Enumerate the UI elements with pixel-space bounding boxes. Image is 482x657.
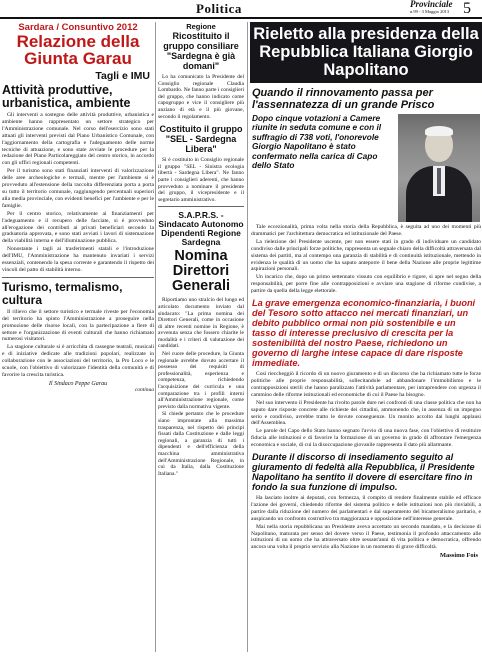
continued-label: continua: [134, 386, 154, 393]
sapas-body: [158, 297, 244, 477]
article-napolitano: [250, 22, 482, 652]
article-kicker: Regione: [186, 22, 216, 31]
turismo-headline: Turismo, termalismo, cultura: [2, 279, 123, 307]
article-title-2: Costituito il gruppo "SEL - Sardegna Libera": [159, 124, 243, 155]
article-garau: [2, 22, 154, 652]
article-body-2: [250, 371, 482, 449]
section-title: Politica: [196, 1, 242, 16]
column-divider: [247, 22, 248, 652]
paragraph: Riportiamo uno stralcio del lungo ed articolato documento inviato dal sindacato: "La prima nomina dei Direttori Generali, come in occasione di altre recenti nomine in Regione, è avvenuta senza che fossero chiarite le modalità e i criteri di valutazione dei candidati.: [158, 297, 244, 350]
paragraph: Si è costituito in Consiglio regionale il gruppo "SEL - Sinistra ecologia libertà - Sardegna Libera". Ne fanno parte i consiglieri aderenti, che hanno provveduto a nominare il presidente del gruppo, il vicepresidente e il segretario amministrativo.: [158, 157, 244, 203]
article-body: [250, 224, 482, 295]
newspaper-brand: Provinciale: [410, 0, 453, 9]
paragraph: Così rieccheggiò il ricordo di un nuovo giuramento e di un discorso che ha richiamato tutte le forze politiche alle proprie responsabilità, sollecitandole ad abbandonare l'immobilismo e le contrapposizioni sterili che hanno paralizzato l'attività parlamentare, per intraprendere con urgenza il cammino delle riforme istituzionali ed economiche di cui il Paese ha bisogno.: [251, 371, 481, 398]
article-title: Ricostituito il gruppo consiliare "Sardegna è già domani": [163, 31, 239, 71]
lead-block: [250, 114, 482, 224]
article-title: Relazione della Giunta Garau: [16, 32, 140, 68]
column-divider: [155, 22, 156, 652]
paragraph: Per il centro storico, relativamente ai finanziamenti per l'adeguamento e il recupero delle facciate, si è provveduto all'erogazione dei contributi ai privati beneficiari secondo la graduatoria approvata, e sono stati avviati i lavori di sistemazione della viabilità interna e dell'illuminazione pubblica.: [2, 210, 154, 245]
paragraph: La stagione culturale si è arricchita di rassegne teatrali, musicali e di iniziative dedicate alle tradizioni popolari, realizzate in collaborazione con le associazioni del territorio, la Pro Loco e le scuole, con l'obiettivo di valorizzare l'identità della comunità e di favorire la crescita turistica.: [2, 344, 154, 378]
turismo-body: [2, 309, 154, 379]
divider: [2, 277, 154, 278]
article-regione: [158, 22, 244, 652]
paragraph: La rielezione del Presidente uscente, per non essere stati in grado di individuare un candidato condiviso dalle principali forze politiche, rappresenta un segnale chiaro della difficoltà attraversata dal sistema dei partiti, ma al contempo una garanzia di stabilità e di continuità istituzionale, mettendo in evidenza le qualità di un uomo che ha saputo anteporre il bene della Nazione alle proprie legittime aspirazioni personali.: [251, 238, 481, 273]
lead-text: Dopo cinque votazioni a Camere riunite in seduta comune e con il suffragio di 738 voti, l'onorevole Giorgio Napolitano è stato confermato nella carica di Capo dello Stato: [252, 113, 382, 171]
section-headline: Attività produttive, urbanistica, ambiente: [2, 83, 131, 110]
banner-headline: Rieletto alla presidenza della Repubblica Italiana Giorgio Napolitano: [250, 22, 482, 83]
header-rule: [0, 17, 482, 19]
page-number: 5: [463, 0, 471, 17]
signature: Il Sindaco Peppe Garau: [48, 380, 108, 387]
president-photo: [398, 114, 480, 222]
paragraph: Nel suo intervento il Presidente ha rivolto parole dure nei confronti di una classe politica che non ha saputo dare risposte concrete alle richieste dei cittadini, ammonendo che, in assenza di un impegno serio e condiviso, avrebbe tratto le dovute conseguenze. Un monito accolto dai lunghi applausi dell'Assemblea.: [251, 399, 481, 427]
divider: [158, 206, 244, 207]
paragraph: Per il turismo sono stati finanziati interventi di valorizzazione delle aree archeologiche e termali, mentre per l'ambiente si è provveduto all'estensione della raccolta differenziata porta a porta su tutto il territorio comunale, raggiungendo percentuali superiori alla media provinciale, con evidenti benefici per l'ambiente e per le famiglie.: [2, 168, 154, 209]
sapas-kicker: S.A.P.R.S. - Sindacato Autonomo Dipendenti Regione Sardegna: [158, 210, 244, 248]
paragraph: Le parole del Capo dello Stato hanno segnato l'avvio di una nuova fase, con l'obiettivo di restituire fiducia alle istituzioni e di favorire la formazione di un governo in grado di affrontare l'emergenza economica e sociale, di cui la disoccupazione giovanile rappresenta il dato più allarmante.: [251, 428, 481, 449]
paragraph: Ha lasciato inoltre ai deputati, con fermezza, il compito di rendere finalmente stabile ed efficace l'azione dei governi, chiedendo riforme del sistema politico e delle istituzioni non più rinviabili, a partire dalla riduzione del numero dei parlamentari e dal superamento del bicameralismo paritario, e auspicando un confronto costruttivo tra maggioranza e opposizione nell'interesse generale.: [251, 495, 481, 522]
article-kicker: Sardara / Consuntivo 2012: [18, 22, 138, 33]
paragraph: Nel cuore delle procedure, la Giunta regionale avrebbe dovuto accertare il possesso dei requisiti di professionalità, esperienza e competenza, richiedendo l'acquisizione dei curricula e una comparazione tra i profili interni all'Amministrazione regionale, come previsto dalla normativa vigente.: [158, 351, 244, 410]
pull-quote-black: Durante il discorso di insediamento seguito al giuramento di fedeltà alla Repubblica, il Presidente Napolitano ha sentito il dovere di esercitare fino in fondo la sua funzione di impulso.: [252, 452, 475, 493]
paragraph: Un incarico che, dopo un primo settennato vissuto con equilibrio e rigore, si apre nel segno della responsabilità, per porre fine alle contrapposizioni e avviare una stagione di riforme condivise, a partire da quella della legge elettorale.: [251, 274, 481, 295]
masthead: [0, 0, 482, 16]
sub-headline: Quando il rinnovamento passa per l'assennatezza di un grande Prisco: [252, 87, 435, 111]
issue-date: n.99 - 3 Maggio 2013: [410, 9, 450, 14]
paragraph: Nonostante i tagli ai trasferimenti statali e l'introduzione dell'IMU, l'Amministrazione ha mantenuto invariati i servizi essenziali, contenendo la spesa corrente e garantendo il rispetto dei vincoli del patto di stabilità interno.: [2, 246, 154, 273]
sapas-title: Nomina Direttori Generali: [171, 248, 231, 295]
pull-quote-red: La grave emergenza economico-finanziaria, i buoni del Tesoro sotto attacco nei mercati finanziari, un debito pubblico ormai non più sostenibile e un tasso di interesse preclusivo di crescita per la sostenibilità del nostro Paese, richiedono un governo di larghe intese capace di dare risposte immediate.: [252, 298, 476, 369]
paragraph: Il rilievo che il settore turistico e termale riveste per l'economia del territorio ha spinto l'Amministrazione a proseguire nella promozione delle risorse locali, con la partecipazione a fiere di settore e l'organizzazione di eventi culturali che hanno richiamato numerosi visitatori.: [2, 308, 154, 343]
paragraph: Lo ha comunicato la Presidente del Consiglio regionale Claudia Lombardo. Ne fanno parte i consiglieri del gruppo, che hanno indicato come capogruppo e vice il consigliere più anziano di età e il più giovane, secondo il regolamento.: [158, 74, 244, 120]
article-tagline: Tagli e IMU: [95, 70, 150, 82]
article-body: [2, 112, 154, 274]
paragraph: Gli interventi a sostegno delle attività produttive, urbanistica e ambiente hanno rappresentato un settore strategico per l'Amministrazione comunale. Nel corso dell'esercizio sono stati attuati gli interventi previsti dal Piano Urbanistico Comunale, con l'aggiornamento della cartografia e l'adeguamento delle norme tecniche di attuazione, e sono state avviate le procedure per la redazione del Piano Particolareggiato del centro storico, in accordo con gli uffici regionali competenti.: [2, 112, 154, 167]
article-body: [158, 74, 244, 120]
paragraph: Tale eccezionalità, prima volta nella storia della Repubblica, è seguita ad uno dei momenti più drammatici per l'architettura democratica ed istituzionale del Paese.: [251, 224, 481, 237]
paragraph: Mai nella storia repubblicana un Presidente aveva accettato un secondo mandato, e la decisione di Napolitano, maturata per senso del dovere verso il Paese, testimonia il profondo attaccamento alle istituzioni di un uomo che ha attraversato oltre sessant'anni di vita politica e democratica, offrendo ancora una volta il proprio servizio alla Nazione in un momento di grave difficoltà.: [251, 523, 481, 551]
author-byline: Massimo Fois: [439, 552, 478, 560]
paragraph: Si chiede pertanto che le procedure siano improntate alla massima trasparenza, nel rispetto dei principi fissati dalla Costituzione e dalle leggi regionali, a garanzia di tutti i dipendenti e dell'efficienza della macchina amministrativa dell'Amministrazione Regionale, in cui da Italia, dalla Costituzione Italiana.": [158, 411, 244, 477]
photo-tie: [437, 168, 441, 194]
article-body-2: [158, 157, 244, 203]
photo-hair: [425, 126, 453, 136]
article-body-3: [250, 495, 482, 551]
